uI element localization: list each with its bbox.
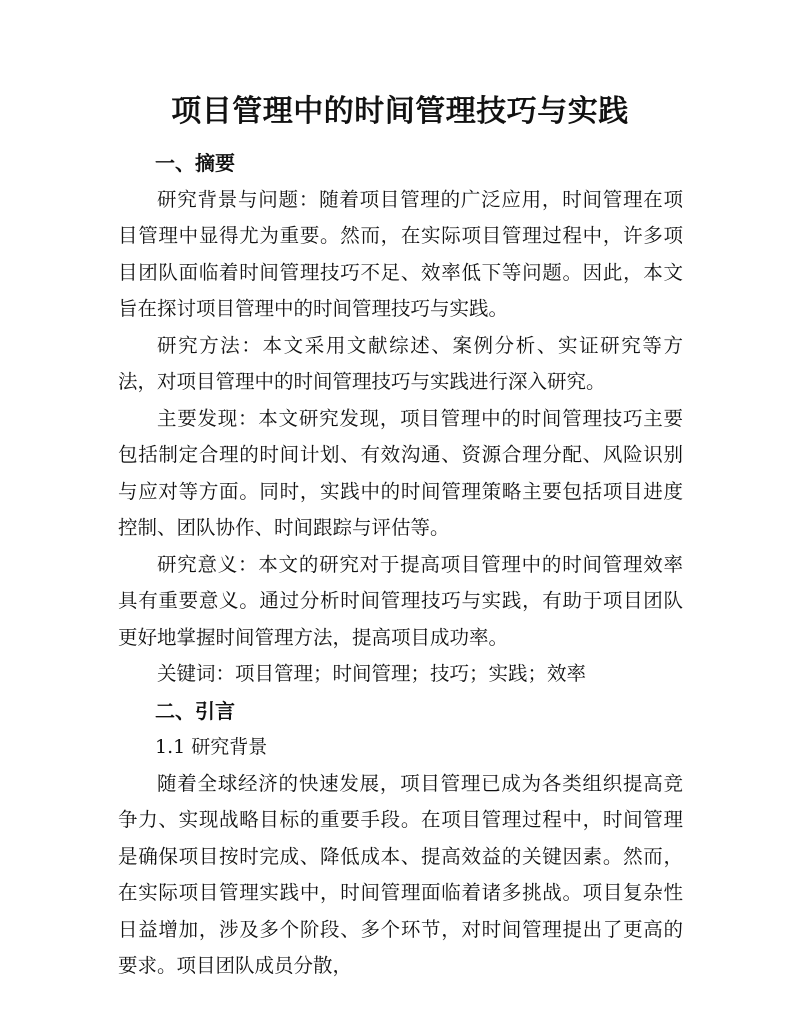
document-body: [118, 145, 683, 985]
paragraph-keywords: 关键词：项目管理；时间管理；技巧；实践；效率: [157, 662, 587, 685]
paragraph-research-background: 研究背景与问题：随着项目管理的广泛应用，时间管理在项目管理中显得尤为重要。然而，在实际项目管理过程中，许多项目团队面临着时间管理技巧不足、效率低下等问题。因此，本文旨在探讨项目管理中的时间管理技巧与实践。: [118, 187, 683, 320]
document-title: 项目管理中的时间管理技巧与实践: [171, 94, 629, 129]
paragraph-research-significance: 研究意义：本文的研究对于提高项目管理中的时间管理效率具有重要意义。通过分析时间管理技巧与实践，有助于项目团队更好地掌握时间管理方法，提高项目成功率。: [118, 552, 683, 649]
paragraph-research-method: 研究方法：本文采用文献综述、案例分析、实证研究等方法，对项目管理中的时间管理技巧与实践进行深入研究。: [118, 333, 683, 393]
paragraph-introduction: 随着全球经济的快速发展，项目管理已成为各类组织提高竞争力、实现战略目标的重要手段。在项目管理过程中，时间管理是确保项目按时完成、降低成本、提高效益的关键因素。然而，在实际项目管理实践中，时间管理面临着诸多挑战。项目复杂性日益增加，涉及多个阶段、多个环节，对时间管理提出了更高的要求。项目团队成员分散，: [118, 771, 683, 977]
subsection-heading-background: 1.1 研究背景: [155, 736, 268, 758]
section-heading-abstract: 一、摘要: [155, 151, 235, 175]
section-heading-introduction: 二、引言: [155, 698, 235, 723]
paragraph-main-findings: 主要发现：本文研究发现，项目管理中的时间管理技巧主要包括制定合理的时间计划、有效沟通、资源合理分配、风险识别与应对等方面。同时，实践中的时间管理策略主要包括项目进度控制、团队协作、时间跟踪与评估等。: [118, 406, 683, 539]
